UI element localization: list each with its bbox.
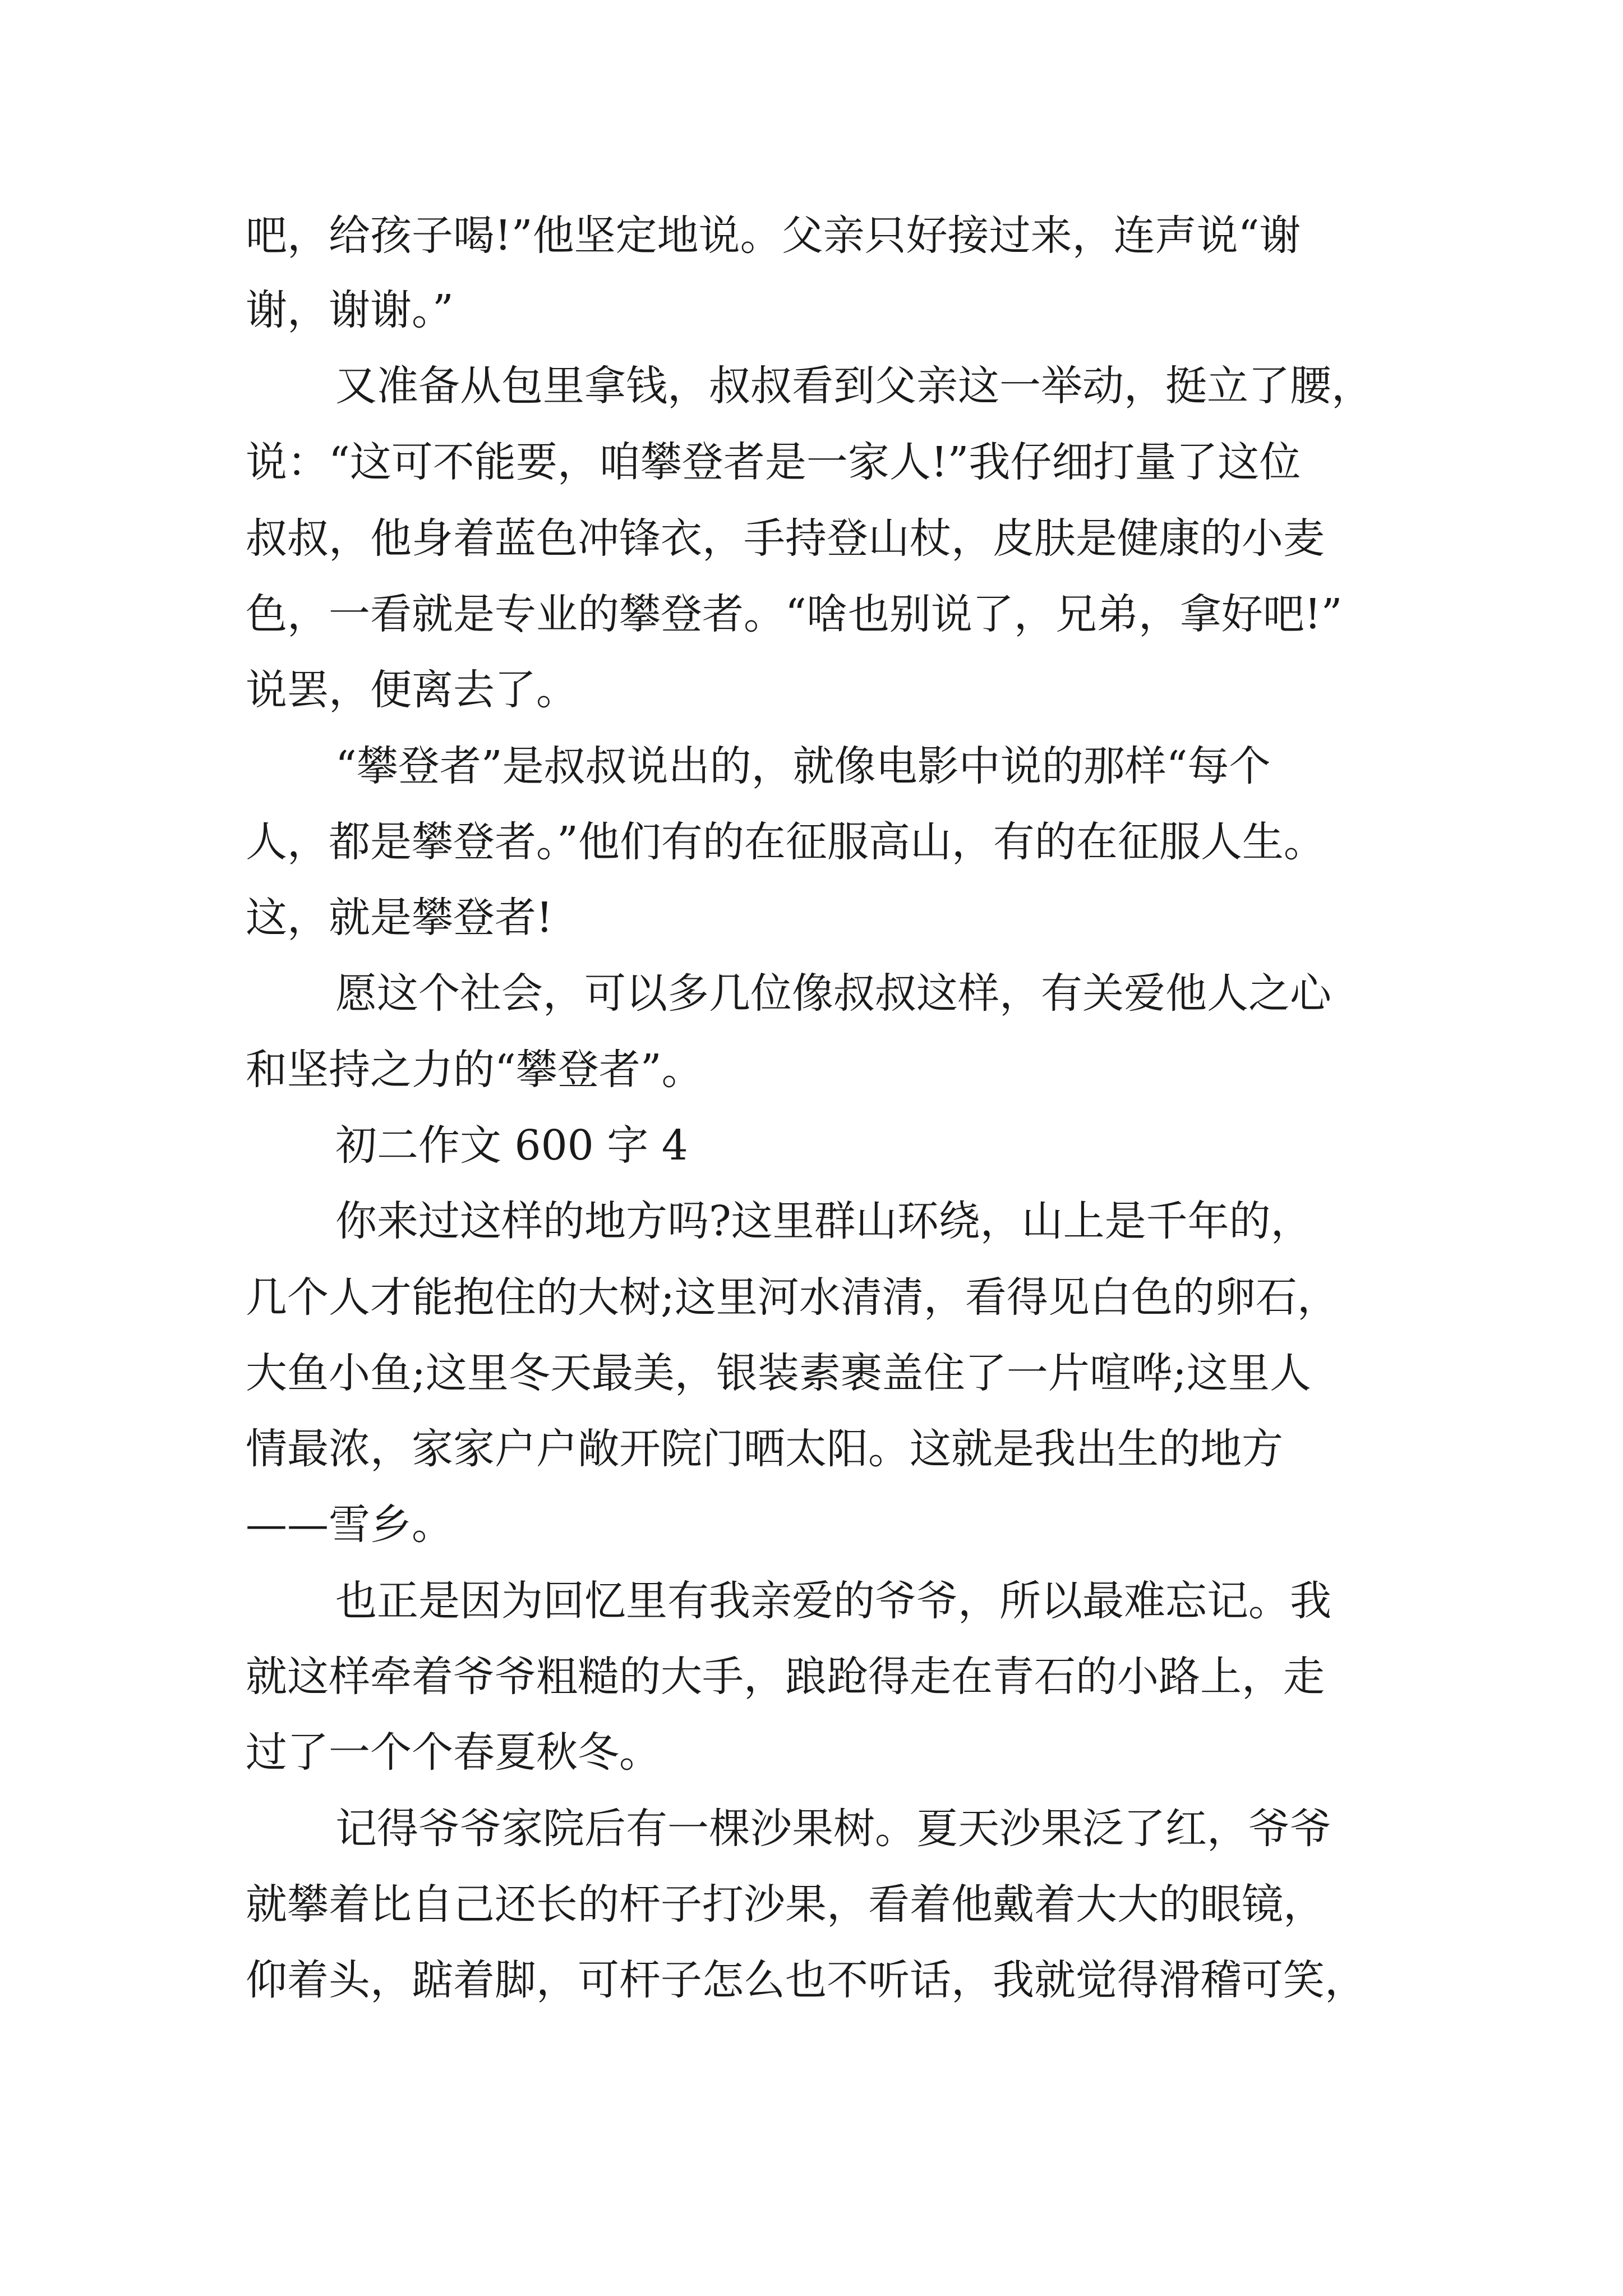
text-line: 就这样牵着爷爷粗糙的大手，踉跄得走在青石的小路上，走 (246, 1653, 1325, 1701)
text-line: 记得爷爷家院后有一棵沙果树。夏天沙果泛了红，爷爷 (335, 1805, 1331, 1853)
text-line: 吧，给孩子喝!”他坚定地说。父亲只好接过来，连声说“谢 (246, 211, 1301, 260)
text-line: 你来过这样的地方吗?这里群山环绕，山上是千年的， (335, 1197, 1312, 1245)
text-line: 说：“这可不能要，咱攀登者是一家人!”我仔细打量了这位 (246, 438, 1301, 486)
text-line: ——雪乡。 (246, 1501, 453, 1549)
text-line: 就攀着比自己还长的杆子打沙果，看着他戴着大大的眼镜， (246, 1880, 1325, 1929)
text-line: 说罢，便离去了。 (246, 666, 578, 714)
text-line: 愿这个社会，可以多几位像叔叔这样，有关爱他人之心 (335, 969, 1331, 1018)
text-line: 叔叔，他身着蓝色冲锋衣，手持登山杖，皮肤是健康的小麦 (246, 514, 1325, 563)
text-line: 和坚持之力的“攀登者”。 (246, 1046, 703, 1094)
text-line: 这，就是攀登者! (246, 894, 553, 942)
text-line: “攀登者”是叔叔说出的，就像电影中说的那样“每个 (335, 742, 1271, 790)
text-line: 又准备从包里拿钱，叔叔看到父亲这一举动，挺立了腰， (335, 362, 1373, 410)
text-line: 谢，谢谢。” (246, 286, 454, 334)
text-line: 大鱼小鱼;这里冬天最美，银装素裹盖住了一片喧哗;这里人 (246, 1349, 1311, 1397)
text-line: 仰着头，踮着脚，可杆子怎么也不听话，我就觉得滑稽可笑， (246, 1956, 1366, 2004)
text-line: 几个人才能抱住的大树;这里河水清清，看得见白色的卵石， (246, 1273, 1339, 1322)
text-line: 也正是因为回忆里有我亲爱的爷爷，所以最难忘记。我 (335, 1577, 1331, 1625)
section-heading: 初二作文 600 字 4 (335, 1121, 688, 1170)
text-line: 过了一个个春夏秋冬。 (246, 1728, 661, 1777)
text-line: 情最浓，家家户户敞开院门晒太阳。这就是我出生的地方 (246, 1425, 1283, 1473)
text-line: 人，都是攀登者。”他们有的在征服高山，有的在征服人生。 (246, 818, 1325, 866)
text-line: 色，一看就是专业的攀登者。“啥也别说了，兄弟，拿好吧!” (246, 590, 1343, 638)
